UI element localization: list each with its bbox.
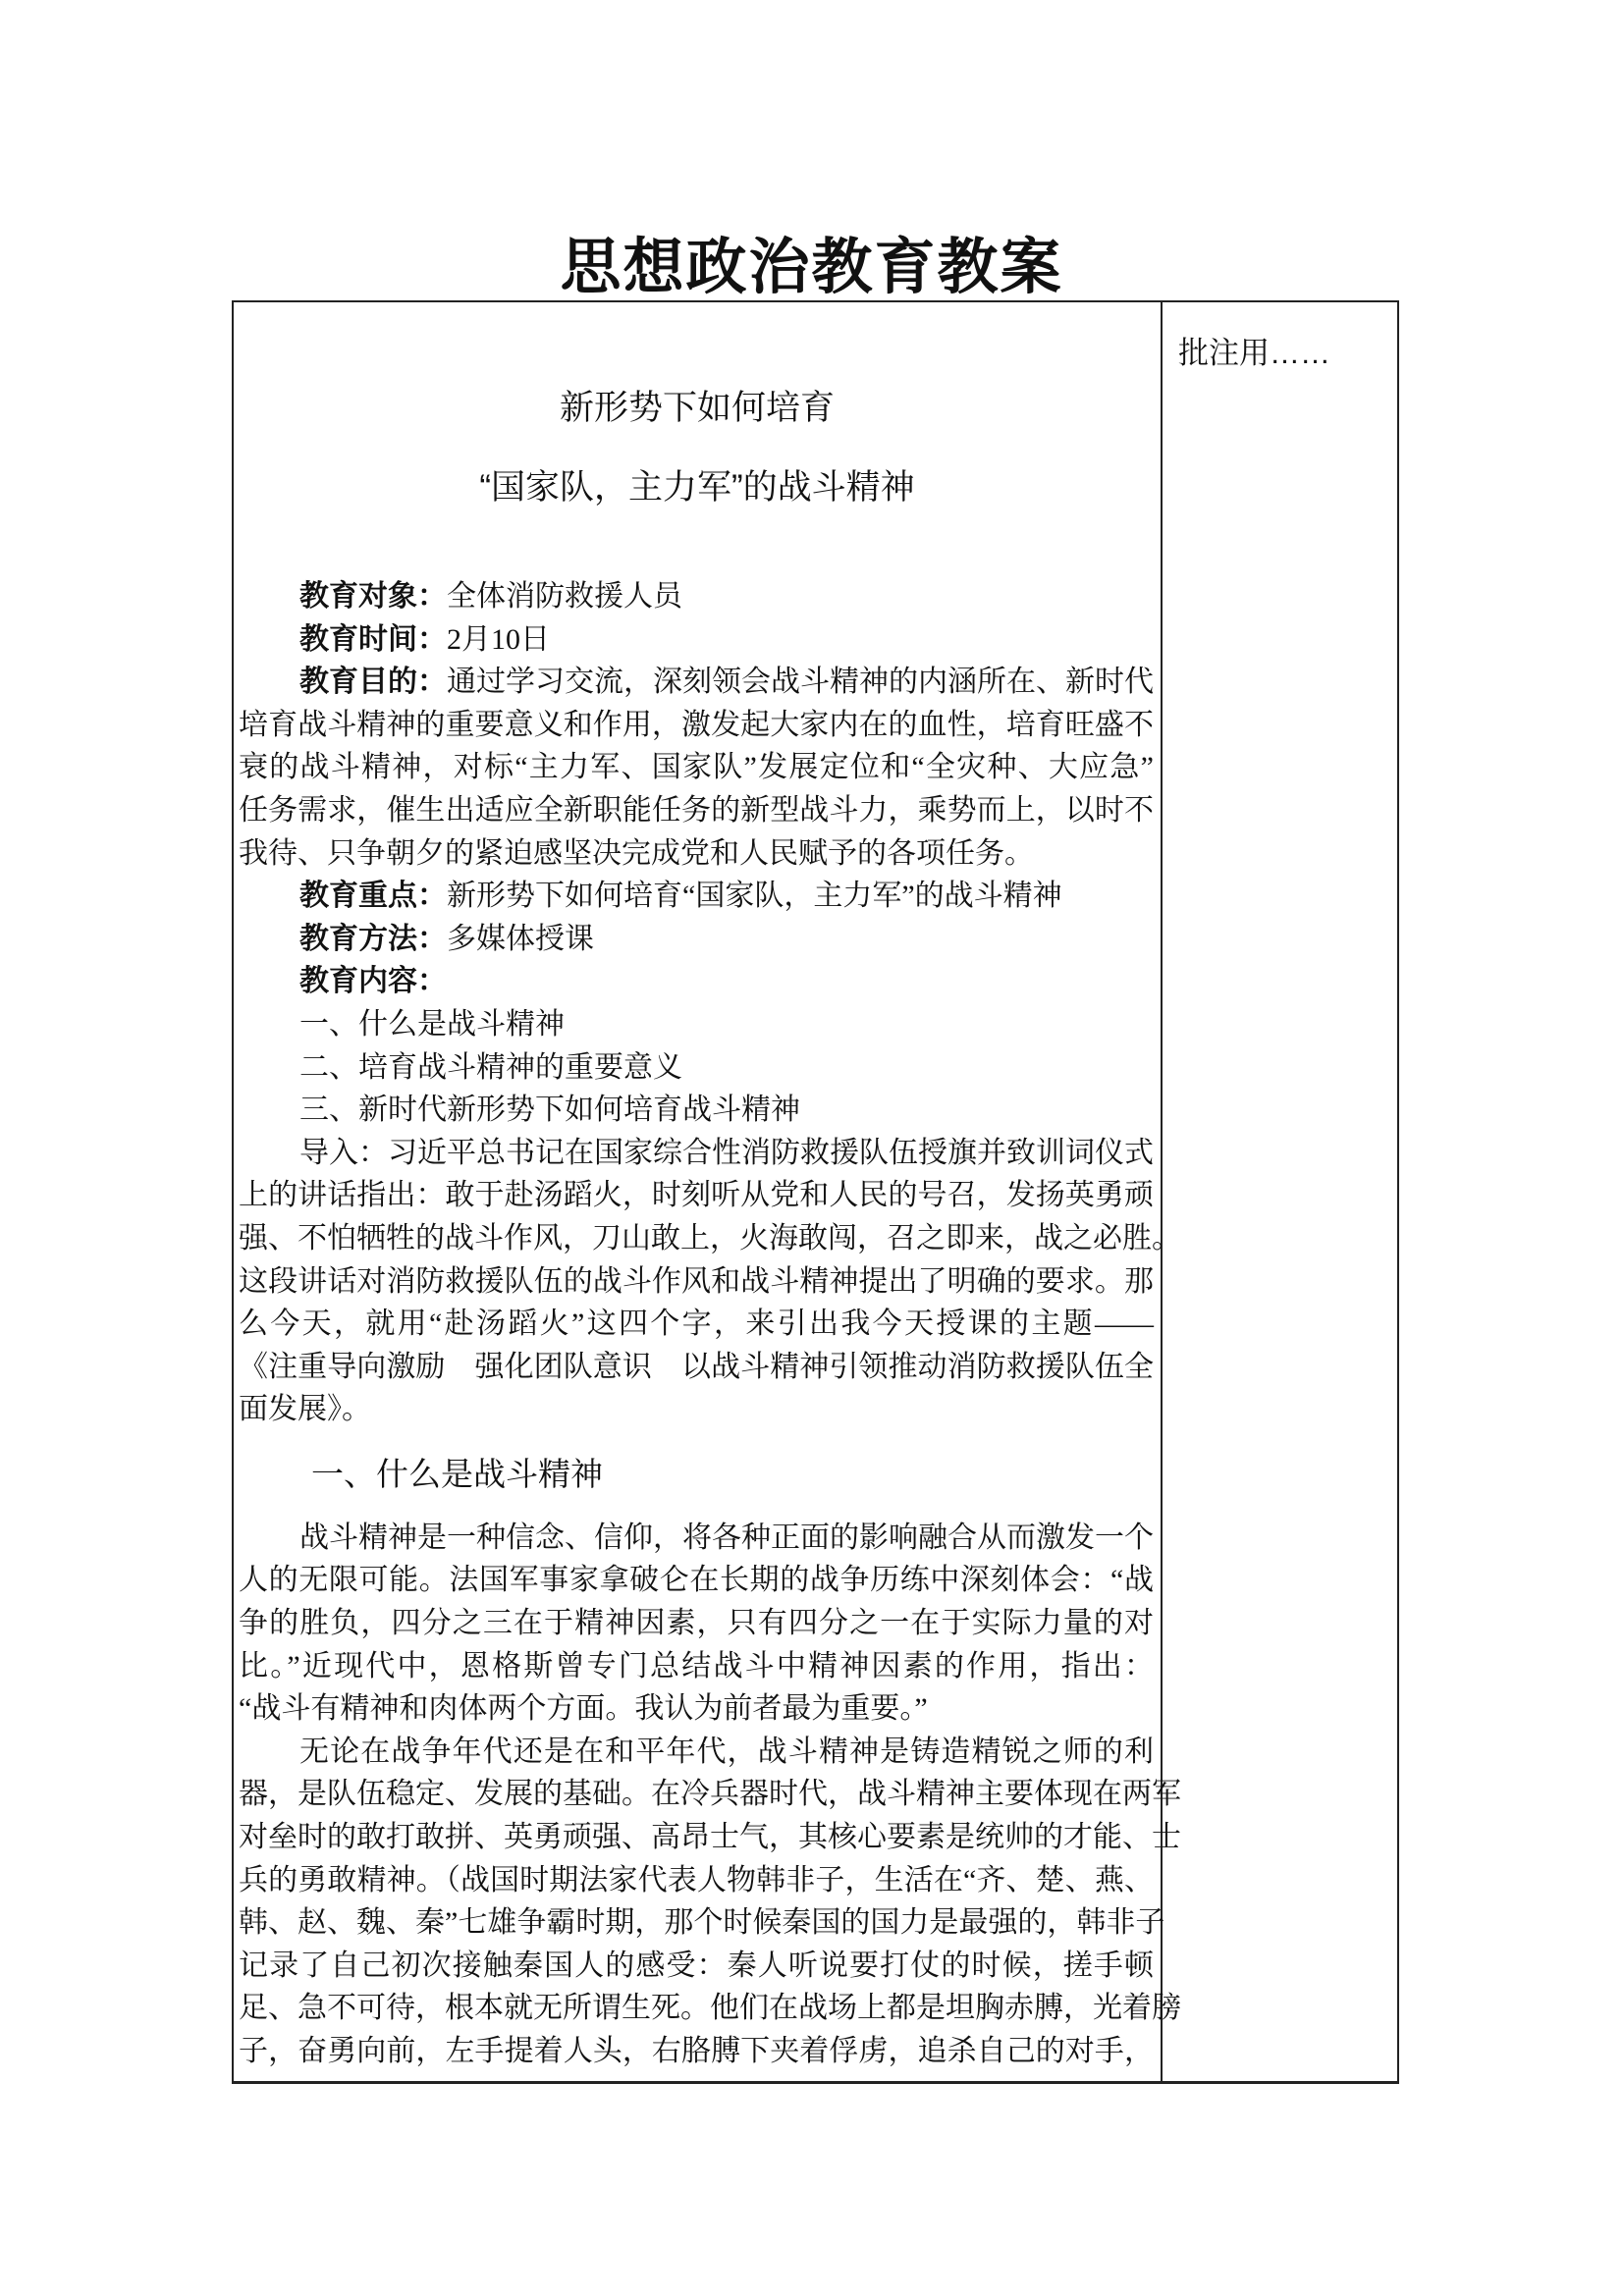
text-line: 战斗精神是一种信念、信仰，将各种正面的影响融合从而激发一个: [299, 1521, 1154, 1554]
lesson-subtitle-line-2: “国家队，主力军”的战斗精神: [479, 468, 915, 507]
text-line: 器，是队伍稳定、发展的基础。在冷兵器时代，战斗精神主要体现在两军: [239, 1778, 1181, 1811]
text-line: 无论在战争年代还是在和平年代，战斗精神是铸造精锐之师的利: [299, 1735, 1154, 1768]
text-line: 比。”近现代中，恩格斯曾专门总结战斗中精神因素的作用，指出：: [239, 1649, 1154, 1682]
lesson-subtitle-line-1: 新形势下如何培育: [559, 389, 835, 427]
meta-value: 多媒体授课: [447, 922, 594, 955]
text-line: 兵的勇敢精神。（战国时期法家代表人物韩非子，生活在“齐、楚、燕、: [239, 1863, 1154, 1896]
text-line: 我待、只争朝夕的紧迫感坚决完成党和人民赋予的各项任务。: [239, 836, 1034, 870]
annotation-column-label: 批注用……: [1178, 336, 1330, 370]
meta-goal: [239, 661, 1154, 704]
text-line: 上的讲话指出：敢于赴汤蹈火，时刻听从党和人民的号召，发扬英勇顽: [239, 1179, 1154, 1212]
meta-time: [239, 618, 1154, 662]
lesson-plan-table: [232, 300, 1399, 2084]
meta-label: 教育方法：: [299, 922, 447, 955]
meta-content: [239, 960, 1154, 1003]
outline-item: 三、新时代新形势下如何培育战斗精神: [299, 1094, 800, 1127]
meta-value: 2月10日: [447, 622, 550, 656]
text-line: 足、急不可待，根本就无所谓生死。他们在战场上都是坦胸赤膊，光着膀: [239, 1992, 1181, 2025]
text-line: 通过学习交流，深刻领会战斗精神的内涵所在、新时代: [447, 666, 1154, 699]
text-line: 韩、赵、魏、秦”七雄争霸时期，那个时候秦国的国力是最强的，韩非子: [239, 1906, 1165, 1940]
text-line: 记录了自己初次接触秦国人的感受：秦人听说要打仗的时候，搓手顿: [239, 1949, 1154, 1982]
text-line: 任务需求，催生出适应全新职能任务的新型战斗力，乘势而上，以时不: [239, 793, 1154, 827]
text-line: 人的无限可能。法国军事家拿破仑在长期的战争历练中深刻体会：“战: [239, 1564, 1154, 1597]
text-line: 这段讲话对消防救援队伍的战斗作风和战斗精神提出了明确的要求。那: [239, 1264, 1154, 1298]
meta-label: 教育内容：: [299, 965, 447, 998]
text-line: 导入：习近平总书记在国家综合性消防救援队伍授旗并致训词仪式: [299, 1136, 1154, 1169]
text-line: 培育战斗精神的重要意义和作用，激发起大家内在的血性，培育旺盛不: [239, 708, 1154, 741]
text-line: 衰的战斗精神，对标“主力军、国家队”发展定位和“全灾种、大应急”: [239, 751, 1154, 784]
text-line: 么今天，就用“赴汤蹈火”这四个字，来引出我今天授课的主题——: [239, 1308, 1154, 1341]
text-line: 对垒时的敢打敢拼、英勇顽强、高昂士气，其核心要素是统帅的才能、士: [239, 1821, 1181, 1854]
meta-label: 教育目的：: [299, 666, 447, 699]
text-line: 争的胜负，四分之三在于精神因素，只有四分之一在于实际力量的对: [239, 1607, 1154, 1640]
text-line: 面发展》。: [239, 1393, 371, 1426]
outline-item: 二、培育战斗精神的重要意义: [299, 1050, 682, 1084]
meta-label: 教育对象：: [299, 580, 447, 613]
meta-label: 教育时间：: [299, 622, 447, 656]
meta-target: [239, 575, 1154, 618]
meta-method: [239, 918, 1154, 961]
section-heading: 一、什么是战斗精神: [311, 1455, 603, 1492]
meta-label: 教育重点：: [299, 880, 447, 913]
outline-item: 一、什么是战斗精神: [299, 1007, 565, 1041]
document-title: 思想政治教育教案: [560, 234, 1063, 301]
meta-value: 新形势下如何培育“国家队，主力军”的战斗精神: [447, 880, 1062, 913]
column-divider: [1161, 302, 1163, 2081]
lesson-body: [239, 575, 1181, 2073]
text-line: 强、不怕牺牲的战斗作风，刀山敢上，火海敢闯，召之即来，战之必胜。: [239, 1221, 1181, 1255]
text-line: 子，奋勇向前，左手提着人头，右胳膊下夹着俘虏，追杀自己的对手，: [239, 2035, 1154, 2067]
text-line: “战斗有精神和肉体两个方面。我认为前者最为重要。”: [239, 1692, 928, 1726]
text-line: 《注重导向激励 强化团队意识 以战斗精神引领推动消防救援队伍全: [239, 1350, 1154, 1383]
meta-value: 全体消防救援人员: [447, 580, 682, 613]
meta-focus: [239, 875, 1154, 918]
